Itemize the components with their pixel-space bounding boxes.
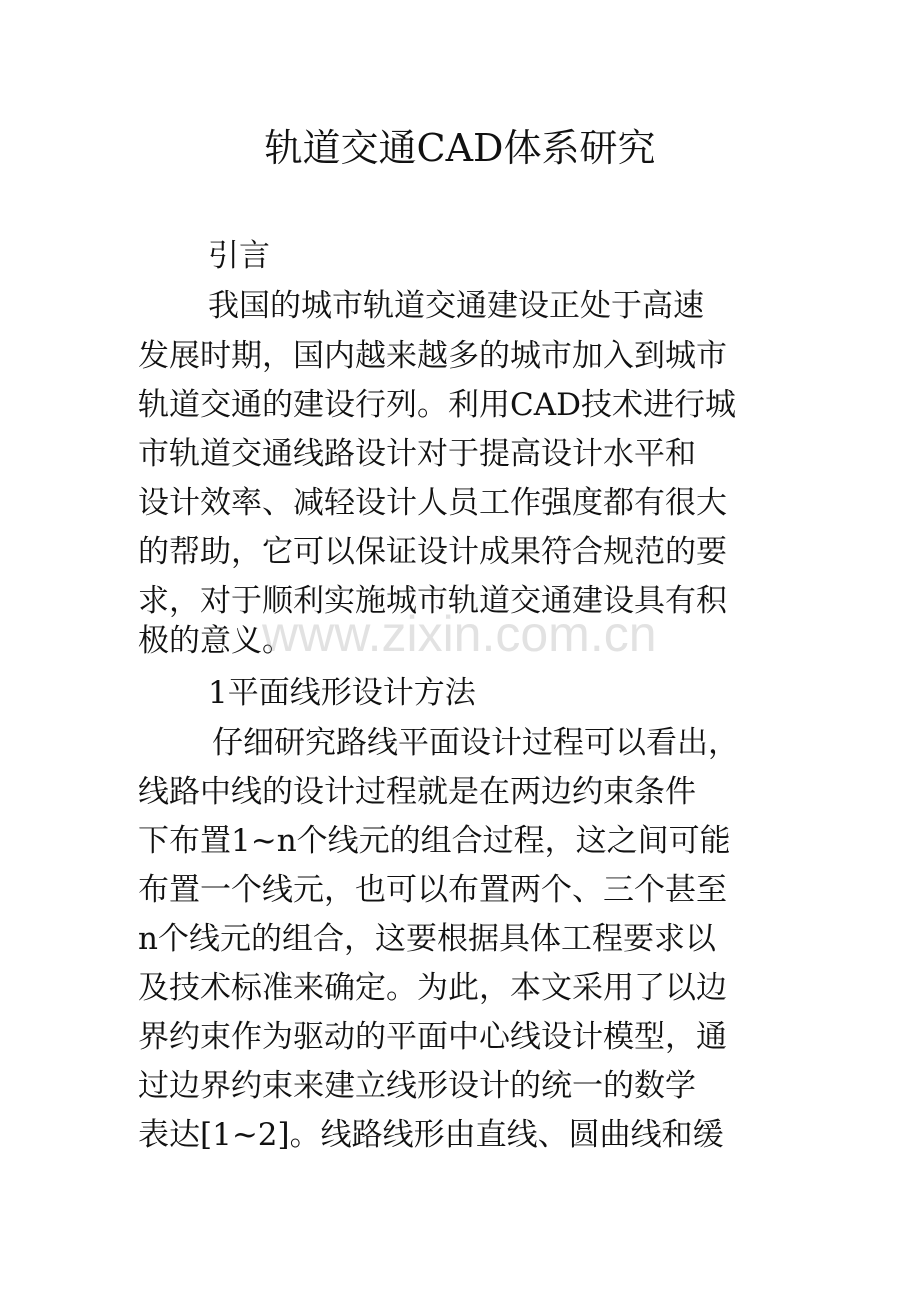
- paragraph-line: 布置一个线元，也可以布置两个、三个甚至: [138, 872, 727, 908]
- paragraph-line: 下布置1~n个线元的组合过程，这之间可能: [138, 823, 731, 859]
- paragraph-line: 极的意义。: [138, 623, 293, 659]
- paragraph-line: 轨道交通的建设行列。利用CAD技术进行城: [138, 387, 736, 423]
- paragraph-line: 求，对于顺利实施城市轨道交通建设具有积: [138, 583, 727, 619]
- paragraph-line: 我国的城市轨道交通建设正处于高速: [208, 288, 704, 324]
- paragraph-line: 仔细研究路线平面设计过程可以看出，: [212, 725, 739, 761]
- document-title: 轨道交通CAD体系研究: [264, 126, 656, 170]
- paragraph-line: 表达[1~2]。线路线形由直线、圆曲线和缓: [138, 1117, 724, 1153]
- paragraph-line: 线路中线的设计过程就是在两边约束条件: [138, 774, 696, 810]
- paragraph-line: 过边界约束来建立线形设计的统一的数学: [138, 1068, 696, 1104]
- paragraph-line: 发展时期，国内越来越多的城市加入到城市: [138, 338, 727, 374]
- section-heading: 1平面线形设计方法: [208, 675, 476, 711]
- paragraph-line: 市轨道交通线路设计对于提高设计水平和: [138, 436, 696, 472]
- watermark: www.zixin.com.cn: [262, 606, 657, 662]
- paragraph-line: n个线元的组合，这要根据具体工程要求以: [138, 921, 716, 957]
- paragraph-line: 设计效率、减轻设计人员工作强度都有很大: [138, 485, 727, 521]
- heading-intro: 引言: [208, 238, 270, 274]
- paragraph-line: 界约束作为驱动的平面中心线设计模型，通: [138, 1019, 727, 1055]
- paragraph-line: 的帮助，它可以保证设计成果符合规范的要: [138, 534, 727, 570]
- paragraph-line: 及技术标准来确定。为此，本文采用了以边: [138, 970, 727, 1006]
